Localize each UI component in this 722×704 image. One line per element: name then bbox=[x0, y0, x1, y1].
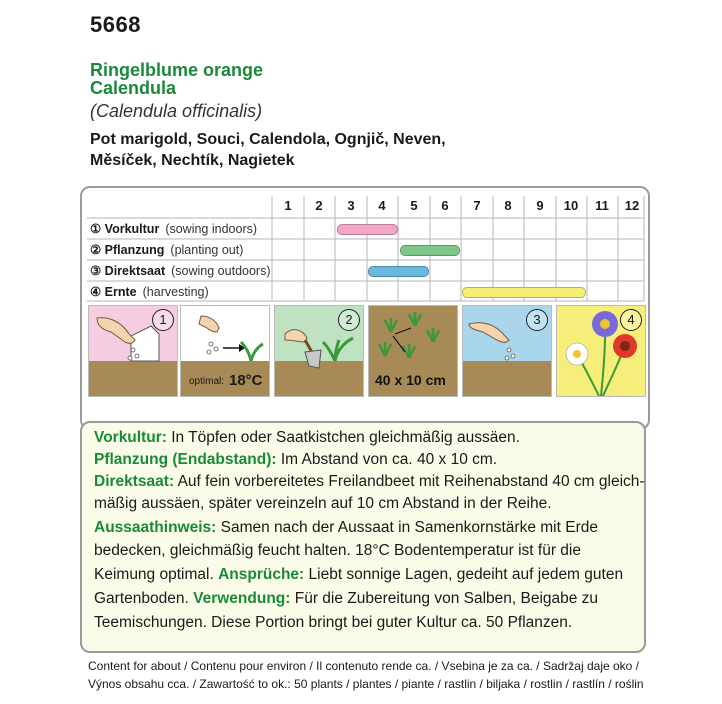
month-label: 9 bbox=[536, 198, 544, 213]
calendar-bar-ernte bbox=[462, 287, 586, 298]
direktsaat-text-2: mäßig aussäen, später vereinzeln auf 10 cm Abstand in der Reihe. bbox=[94, 495, 552, 512]
month-label: 11 bbox=[595, 198, 609, 213]
aussaat-text-3: Keimung optimal. bbox=[94, 566, 214, 583]
pflanzung-key: Pflanzung (Endabstand): bbox=[94, 451, 277, 468]
calendar-bar-direktsaat bbox=[368, 266, 429, 277]
optimal-temperature: 18°C bbox=[229, 372, 263, 389]
row-pflanzung bbox=[90, 242, 243, 257]
pictogram-plant-spacing bbox=[368, 305, 458, 397]
ansprueche-text: Liebt sonnige Lagen, gedeiht auf jedem guten bbox=[304, 566, 624, 583]
month-label: 2 bbox=[315, 198, 323, 213]
pictogram-planting-out bbox=[274, 305, 364, 397]
instruction-line bbox=[94, 427, 520, 449]
verwendung-text: Für die Zubereitung von Salben, Beigabe zu bbox=[290, 590, 599, 607]
row-vorkultur bbox=[90, 221, 257, 236]
row-english: (planting out) bbox=[170, 243, 244, 257]
content-note-line-2: Výnos obsahu cca. / Zawartość to ok.: 50 plants / plantes / piante / rastlin / biljaka / rostlin / rastlín / roślin bbox=[88, 677, 644, 691]
verwendung-key: Verwendung: bbox=[193, 590, 291, 607]
month-label: 6 bbox=[441, 198, 449, 213]
pictogram-sowing-outdoors bbox=[462, 305, 552, 397]
row-ernte bbox=[90, 284, 209, 299]
month-label: 5 bbox=[410, 198, 418, 213]
instruction-line bbox=[94, 588, 598, 610]
plant-name-latin: (Calendula officinalis) bbox=[90, 101, 263, 121]
sowing-calendar bbox=[80, 186, 650, 430]
step-number: 1 bbox=[152, 309, 174, 331]
article-number: 5668 bbox=[90, 12, 141, 37]
row-label: ② Pflanzung bbox=[90, 243, 165, 257]
row-label: ④ Ernte bbox=[90, 285, 137, 299]
direktsaat-text: Auf fein vorbereitetes Freilandbeet mit Reihenabstand 40 cm gleich- bbox=[174, 473, 645, 490]
cultivation-instructions bbox=[80, 421, 646, 653]
instruction-line bbox=[94, 564, 623, 586]
instruction-line bbox=[94, 471, 645, 493]
month-label: 3 bbox=[347, 198, 355, 213]
row-label: ① Vorkultur bbox=[90, 222, 160, 236]
direktsaat-key: Direktsaat: bbox=[94, 473, 175, 490]
instruction-line bbox=[94, 449, 497, 471]
translated-names-line-2: Měsíček, Nechtík, Nagietek bbox=[90, 152, 295, 169]
pflanzung-text: Im Abstand von ca. 40 x 10 cm. bbox=[276, 451, 498, 468]
row-english: (harvesting) bbox=[142, 285, 209, 299]
row-english: (sowing outdoors) bbox=[171, 264, 271, 278]
ansprueche-key: Ansprüche: bbox=[218, 566, 305, 583]
aussaat-key: Aussaathinweis: bbox=[94, 519, 217, 536]
month-label: 1 bbox=[284, 198, 292, 213]
row-english: (sowing indoors) bbox=[165, 222, 258, 236]
month-label: 4 bbox=[378, 198, 386, 213]
month-label: 12 bbox=[624, 198, 640, 213]
calendar-bar-vorkultur bbox=[337, 224, 398, 235]
plant-name-german: Ringelblume orange bbox=[90, 60, 264, 80]
month-label: 8 bbox=[504, 198, 512, 213]
instruction-line bbox=[94, 493, 552, 515]
month-label: 10 bbox=[563, 198, 579, 213]
instruction-line bbox=[94, 517, 598, 539]
month-label: 7 bbox=[473, 198, 481, 213]
pictogram-harvesting bbox=[556, 305, 646, 397]
plant-name-common: Calendula bbox=[90, 78, 177, 98]
optimal-label: optimal: bbox=[189, 376, 225, 387]
row-label: ③ Direktsaat bbox=[90, 264, 166, 278]
instruction-line bbox=[94, 540, 581, 562]
step-number: 4 bbox=[620, 309, 642, 331]
step-number: 3 bbox=[526, 309, 548, 331]
calendar-bar-pflanzung bbox=[400, 245, 461, 256]
aussaat-text: Samen nach der Aussaat in Samenkornstärke mit Erde bbox=[216, 519, 598, 536]
aussaat-text-2: bedecken, gleichmäßig feucht halten. 18°C Bodentemperatur ist für die bbox=[94, 542, 581, 559]
pictogram-sowing-indoors bbox=[88, 305, 178, 397]
row-direktsaat bbox=[90, 263, 271, 278]
vorkultur-text: In Töpfen oder Saatkistchen gleichmäßig aussäen. bbox=[166, 429, 520, 446]
spacing-label: 40 x 10 cm bbox=[375, 372, 446, 388]
verwendung-text-2: Teemischungen. Diese Portion bringt bei guter Kultur ca. 50 Pflanzen. bbox=[94, 614, 573, 631]
vorkultur-key: Vorkultur: bbox=[94, 429, 167, 446]
gartenboden-text: Gartenboden. bbox=[94, 590, 189, 607]
pictogram-germination-temperature bbox=[180, 305, 270, 397]
step-number: 2 bbox=[338, 309, 360, 331]
translated-names-line-1: Pot marigold, Souci, Calendola, Ognjič, Neven, bbox=[90, 131, 446, 148]
content-note-line-1: Content for about / Contenu pour environ / Il contenuto rende ca. / Vsebina je za ca. / Sadržaj daje oko / bbox=[88, 659, 640, 673]
instruction-line bbox=[94, 612, 572, 634]
